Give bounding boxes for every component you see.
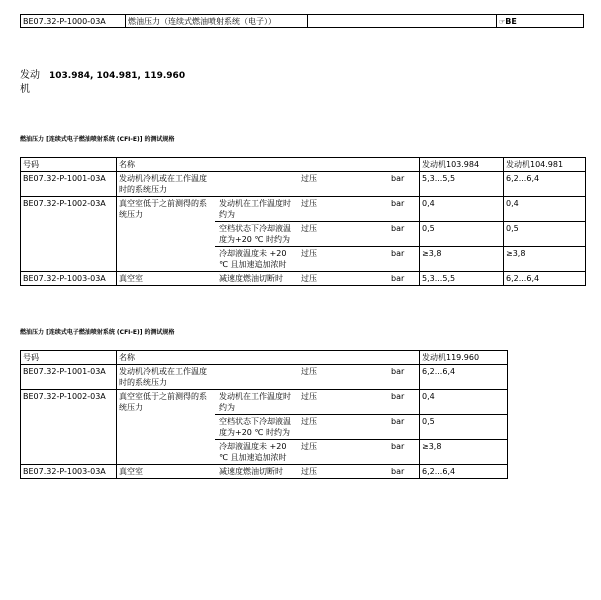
- row-value: 5,3...5,5: [422, 174, 456, 183]
- document-header: [20, 14, 584, 28]
- row-code: BE07.32-P-1002-03A: [21, 197, 117, 272]
- row-value: 0,5: [420, 222, 503, 247]
- row-code: BE07.32-P-1003-03A: [21, 465, 117, 479]
- row-unit: bar: [391, 199, 405, 208]
- col-header: 名称: [117, 158, 420, 172]
- row-name: 发动机冷机或在工作温度时的系统压力: [119, 174, 207, 194]
- row-condition: 冷却液温度未 +20 ℃ 且加速追加浓时: [215, 247, 299, 272]
- row-condition: 发动机在工作温度时约为: [219, 199, 291, 219]
- row-unit: bar: [391, 467, 405, 476]
- row-value: 0,4: [422, 199, 435, 208]
- section1-title: 燃油压力 [连续式电子燃油喷射系统 (CFI-E)] 的测试规格: [20, 136, 175, 143]
- row-value-cell: [420, 197, 504, 272]
- row-name-cell: [117, 172, 420, 197]
- row-name-cell: [117, 365, 420, 390]
- row-code: BE07.32-P-1001-03A: [21, 172, 117, 197]
- logo-cell: [497, 15, 584, 28]
- row-value: ≥3,8: [420, 440, 507, 465]
- row-value-cell: [420, 365, 508, 390]
- row-value: ≥3,8: [420, 247, 503, 272]
- row-condition: 发动机在工作温度时约为: [219, 392, 291, 412]
- row-unit: bar: [389, 415, 420, 440]
- row-item: 过压: [301, 367, 317, 376]
- row-value-cell: [420, 272, 504, 286]
- row-name: 真空室: [119, 274, 143, 283]
- col-header: 发动机104.981: [504, 158, 586, 172]
- table-header-row: [21, 351, 508, 365]
- row-value: ≥3,8: [504, 247, 585, 272]
- row-item: 过压: [301, 467, 317, 476]
- row-item: 过压: [301, 174, 317, 183]
- table-row: [21, 365, 508, 390]
- row-value: 6,2...6,4: [422, 367, 456, 376]
- brand-logo: BE: [505, 16, 517, 26]
- table-header-row: [21, 158, 586, 172]
- row-value-cell: [504, 172, 586, 197]
- row-name-cell: [117, 390, 420, 465]
- doc-title: 燃油压力（连续式燃油喷射系统（电子））: [126, 15, 308, 28]
- row-condition: 减速度燃油切断时: [219, 274, 283, 283]
- star-icon: ☞: [499, 17, 506, 26]
- col-header: 名称: [117, 351, 420, 365]
- row-name: 真空室低于之前测得的系统压力: [119, 199, 207, 219]
- section2-title: 燃油压力 [连续式电子燃油喷射系统 (CFI-E)] 的测试规格: [20, 329, 175, 336]
- row-name: 发动机冷机或在工作温度时的系统压力: [119, 367, 207, 387]
- row-name-cell: [117, 465, 420, 479]
- row-condition: 空档状态下冷却液温度为+20 ℃ 时约为: [215, 222, 299, 247]
- spec-table-1: [20, 157, 586, 286]
- row-unit: bar: [389, 222, 420, 247]
- row-code: BE07.32-P-1002-03A: [21, 390, 117, 465]
- row-value: 0,5: [420, 415, 507, 440]
- row-value: 0,5: [504, 222, 585, 247]
- row-value-cell: [420, 390, 508, 465]
- row-unit: bar: [391, 367, 405, 376]
- row-value: 0,4: [506, 199, 519, 208]
- table-row: [21, 465, 508, 479]
- row-code: BE07.32-P-1003-03A: [21, 272, 117, 286]
- row-code: BE07.32-P-1001-03A: [21, 365, 117, 390]
- row-unit: bar: [391, 274, 405, 283]
- row-value: 6,2...6,4: [506, 174, 540, 183]
- header-spacer: [308, 15, 497, 28]
- col-header: 号码: [21, 351, 117, 365]
- row-item: 过压: [301, 392, 317, 401]
- spec-table-2: [20, 350, 508, 479]
- engine-label: 发动机: [20, 70, 40, 95]
- col-header: 发动机103.984: [420, 158, 504, 172]
- doc-code: BE07.32-P-1000-03A: [21, 15, 126, 28]
- row-unit: bar: [391, 392, 405, 401]
- row-name: 真空室: [119, 467, 143, 476]
- table-row: [21, 197, 586, 272]
- row-value-cell: [420, 465, 508, 479]
- row-value-cell: [504, 197, 586, 272]
- row-condition: [215, 172, 299, 196]
- row-item: 过压: [299, 247, 389, 272]
- row-unit: bar: [389, 440, 420, 465]
- row-item: 过压: [301, 199, 317, 208]
- engine-values: 103.984, 104.981, 119.960: [49, 71, 186, 81]
- row-value: 0,4: [422, 392, 435, 401]
- row-unit: bar: [391, 174, 405, 183]
- row-value: 5,3...5,5: [422, 274, 456, 283]
- row-name-cell: [117, 197, 420, 272]
- table-row: [21, 272, 586, 286]
- row-condition: 减速度燃油切断时: [219, 467, 283, 476]
- row-condition: 冷却液温度未 +20 ℃ 且加速追加浓时: [215, 440, 299, 465]
- row-value-cell: [504, 272, 586, 286]
- row-item: 过压: [299, 415, 389, 440]
- row-item: 过压: [299, 440, 389, 465]
- row-condition: 空档状态下冷却液温度为+20 ℃ 时约为: [215, 415, 299, 440]
- row-item: 过压: [299, 222, 389, 247]
- row-name-cell: [117, 272, 420, 286]
- row-value: 6,2...6,4: [422, 467, 456, 476]
- row-unit: bar: [389, 247, 420, 272]
- row-value-cell: [420, 172, 504, 197]
- row-condition: [215, 365, 299, 389]
- col-header: 号码: [21, 158, 117, 172]
- row-name: 真空室低于之前测得的系统压力: [119, 392, 207, 412]
- row-value: 6,2...6,4: [506, 274, 540, 283]
- table-row: [21, 172, 586, 197]
- table-row: [21, 390, 508, 465]
- col-header: 发动机119.960: [420, 351, 508, 365]
- row-item: 过压: [301, 274, 317, 283]
